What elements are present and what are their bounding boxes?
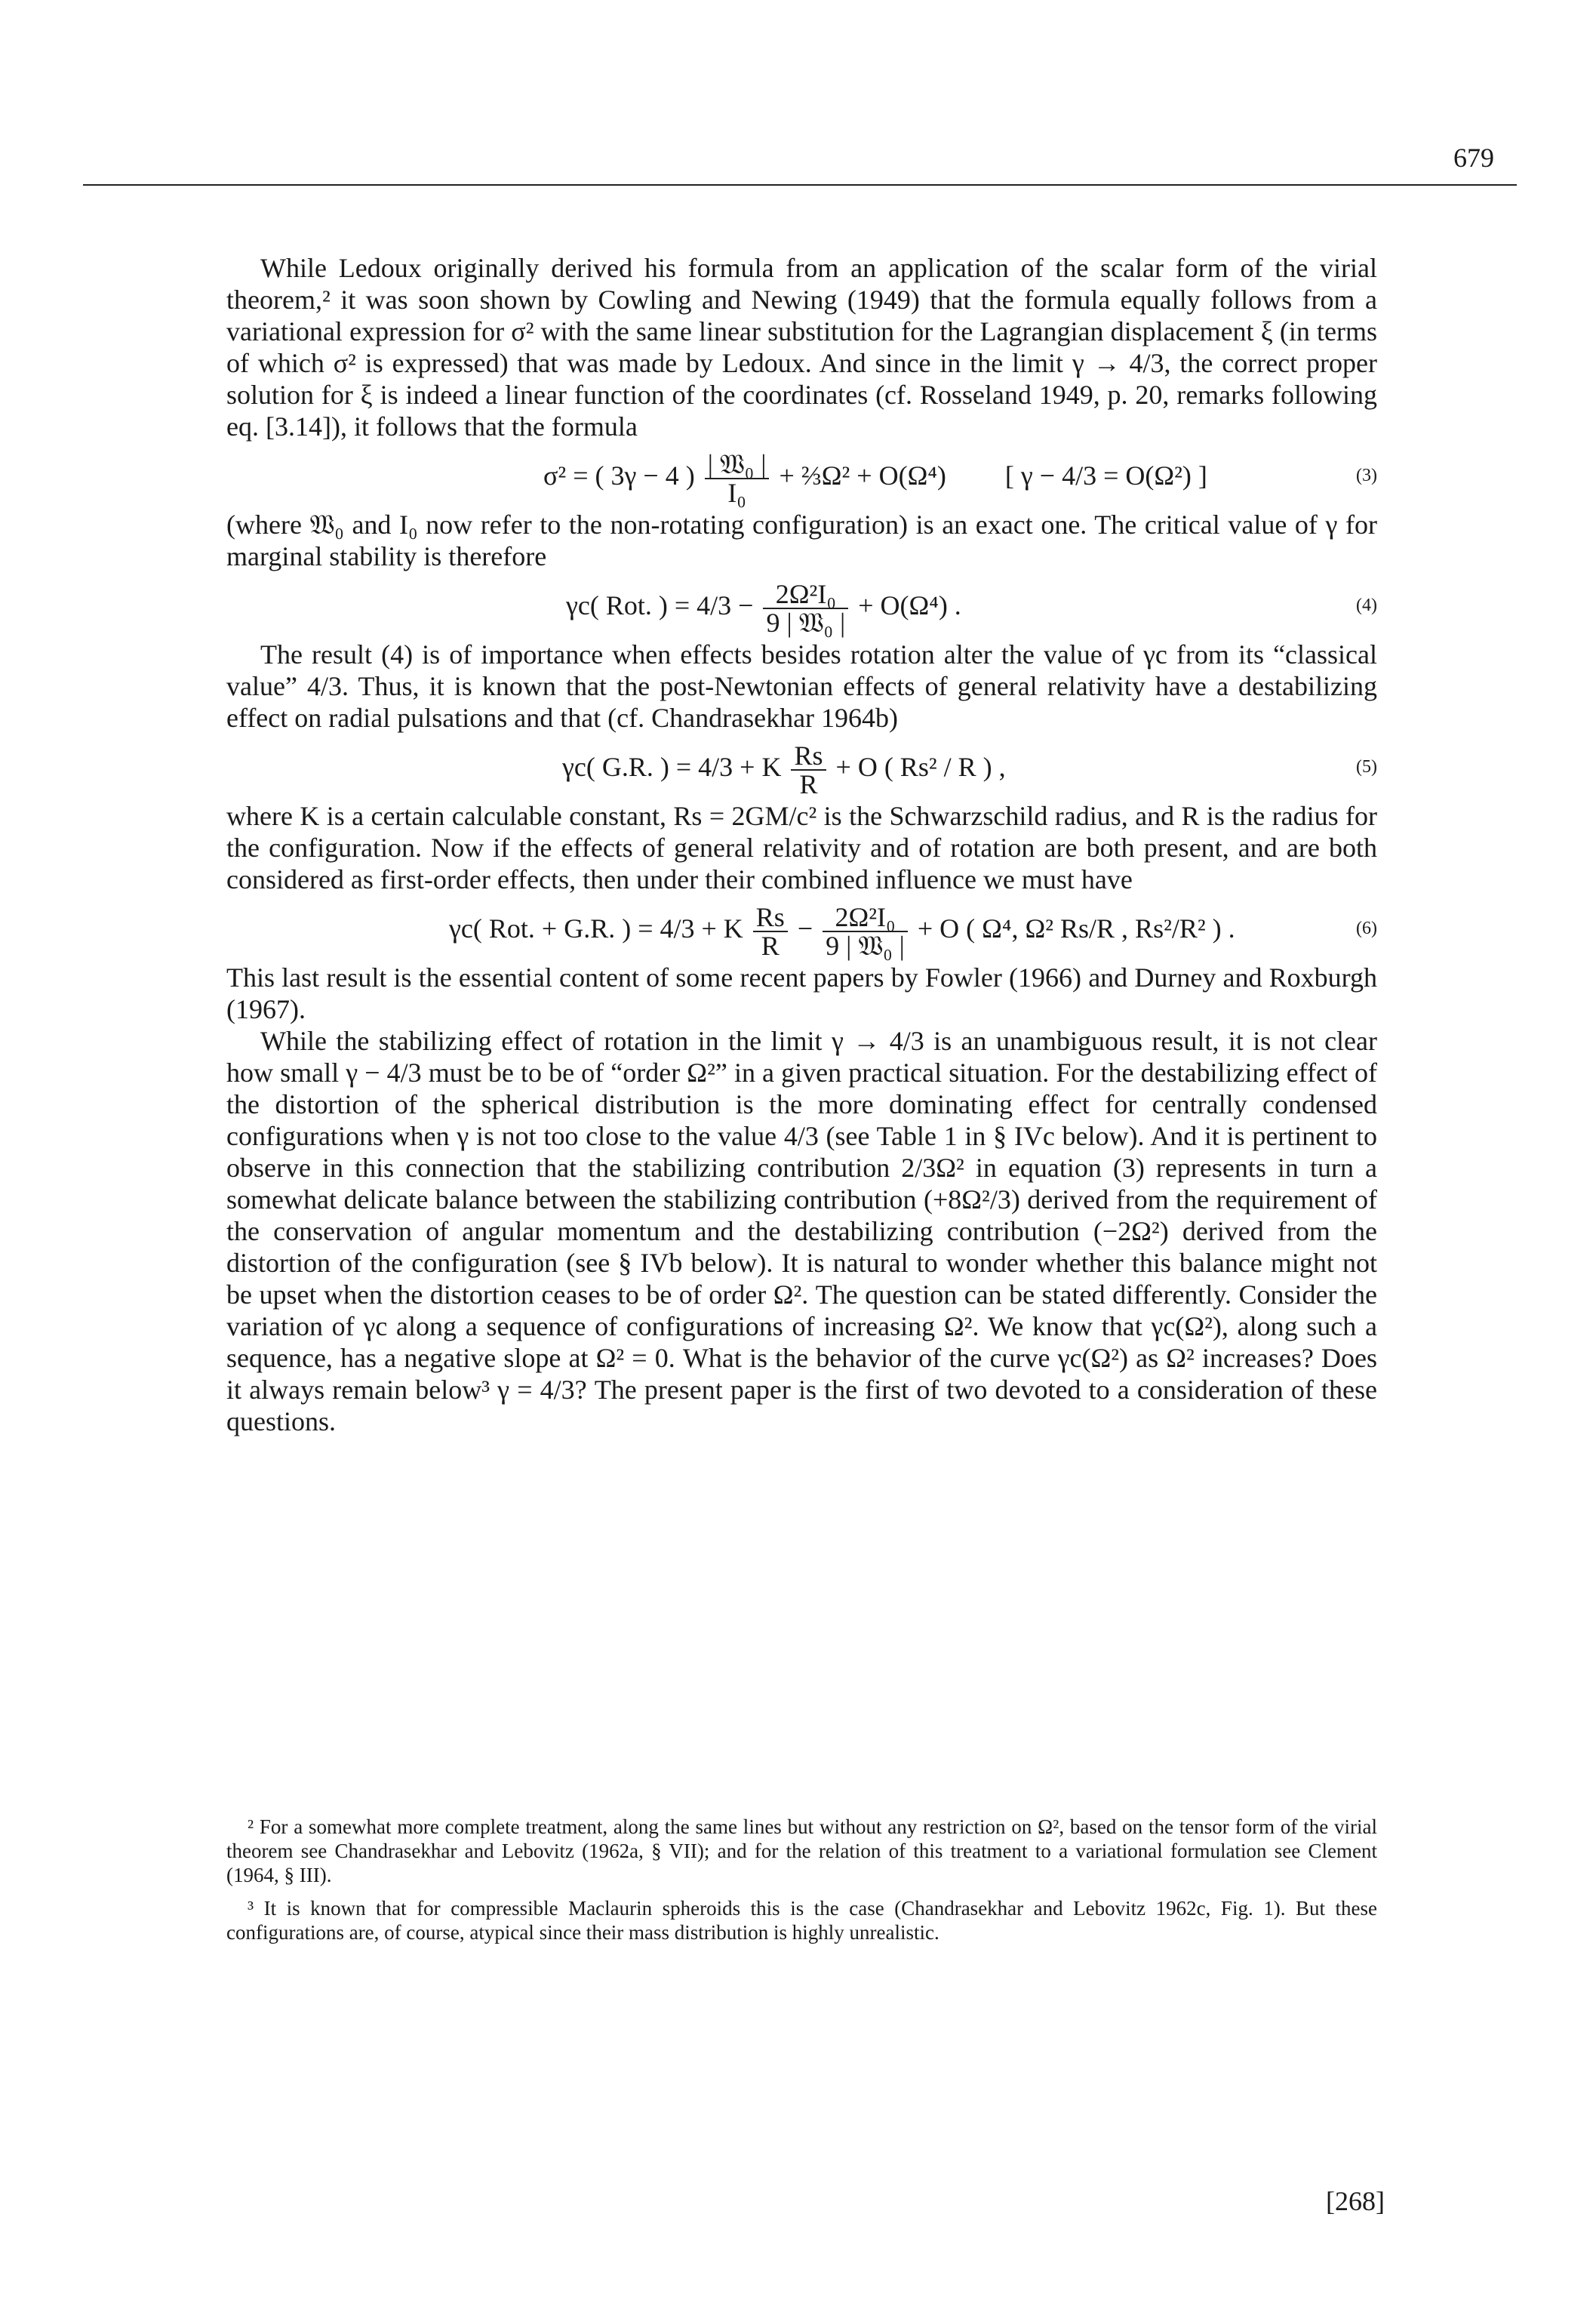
eq4-rest: + O(Ω⁴) . (858, 590, 961, 620)
eq5-lhs: γc( G.R. ) = 4/3 + K (562, 752, 782, 782)
eq5-rest: + O ( Rs² / R ) , (835, 752, 1006, 782)
paragraph-1: While Ledoux originally derived his formula from an application of the scalar form of the virial theorem,² it was soon shown by Cowling and Newing (1949) that the formula equally follows from a variational expression for σ² with the same linear substitution for the Lagrangian displacement ξ (in terms of which σ² is expressed) that was made by Ledoux. And since in the limit γ → 4/3, the correct proper solution for ξ is indeed a linear function of the coordinates (cf. Rosseland 1949, p. 20, remarks following eq. [3.14]), it follows that the formula (226, 253, 1377, 442)
equation-3 (226, 442, 1377, 509)
eq3-fraction: $\frac{\text{| 𝔚₀ |}}{\text{I₀}}$ (705, 451, 770, 506)
footer-reference: [268] (1326, 2186, 1385, 2216)
footnote-3: ³ It is known that for compressible Maclaurin spheroids this is the case (Chandrasekhar and Lebovitz 1962c, Fig. 1). But these configurations are, of course, atypical since their mass distribution is highly unrealistic. (226, 1897, 1377, 1944)
equation-6 (226, 895, 1377, 962)
paragraph-2: (where 𝔚₀ and I₀ now refer to the non-rotating configuration) is an exact one. The critical value of γ for marginal stability is therefore (226, 510, 1377, 571)
paragraph-4: where K is a certain calculable constant, Rs = 2GM/c² is the Schwarzschild radius, and R is the radius for the configuration. Now if the effects of general relativity and of rotation are both present, and are both considered as first-order effects, then under their combined influence we must have (226, 801, 1377, 894)
eq3-lhs: σ² = ( 3γ − 4 ) (543, 460, 695, 491)
footnote-2: ² For a somewhat more complete treatment, along the same lines but without any restriction on Ω², based on the tensor form of the virial theorem see Chandrasekhar and Lebovitz (1962a, § VII); and for the relation of this treatment to a variational formulation see Clement (1964, § III). (226, 1815, 1377, 1886)
eq4-lhs: γc( Rot. ) = 4/3 − (566, 590, 754, 620)
body-text (226, 252, 1377, 1437)
eq6-rest: + O ( Ω⁴, Ω² Rs/R , Rs²/R² ) . (917, 913, 1235, 944)
eq6-fraction-1: $\frac{Rs}{R}$ (753, 904, 788, 959)
paragraph-5: This last result is the essential content of some recent papers by Fowler (1966) and Durney and Roxburgh (1967). (226, 962, 1377, 1024)
footnotes (226, 1815, 1377, 1954)
paragraph-3: The result (4) is of importance when effects besides rotation alter the value of γc from its “classical value” 4/3. Thus, it is known that the post-Newtonian effects of general relativity have a destabilizing effect on radial pulsations and that (cf. Chandrasekhar 1964b) (226, 639, 1377, 733)
eq5-fraction: $\frac{Rs}{R}$ (791, 742, 826, 798)
eq4-number: (4) (1356, 596, 1377, 615)
eq3-number: (3) (1356, 466, 1377, 485)
eq4-fraction: $\frac{\text{2Ω²I₀}}{\text{9 | 𝔚₀ |}}$ (763, 580, 848, 636)
eq3-rest: + ⅔Ω² + O(Ω⁴) (779, 460, 946, 491)
eq6-number: (6) (1356, 919, 1377, 938)
header-rule (83, 184, 1517, 186)
eq6-lhs: γc( Rot. + G.R. ) = 4/3 + K (449, 913, 743, 944)
equation-5 (226, 734, 1377, 800)
eq6-fraction-2: $\frac{\text{2Ω²I₀}}{\text{9 | 𝔚₀ |}}$ (823, 904, 908, 959)
paragraph-6: While the stabilizing effect of rotation in the limit γ → 4/3 is an unambiguous result, it is not clear how small γ − 4/3 must be to be of “order Ω²” in a given practical situation. For the destabilizing effect of the distortion of the spherical distribution is the more dominating effect for centrally condensed configurations when γ is not too close to the value 4/3 (see Table 1 in § IVc below). And it is pertinent to observe in this connection that the stabilizing contribution 2/3Ω² in equation (3) represents in turn a somewhat delicate balance between the stabilizing contribution (+8Ω²/3) derived from the requirement of the conservation of angular momentum and the destabilizing contribution (−2Ω²) derived from the distortion of the configuration (see § IVb below). It is natural to wonder whether this balance might not be upset when the distortion ceases to be of order Ω². The question can be stated differently. Consider the variation of γc along a sequence of configurations of increasing Ω². We know that γc(Ω²), along such a sequence, has a negative slope at Ω² = 0. What is the behavior of the curve γc(Ω²) as Ω² increases? Does it always remain below³ γ = 4/3? The present paper is the first of two devoted to a consideration of these questions. (226, 1026, 1378, 1436)
eq3-condition: [ γ − 4/3 = O(Ω²) ] (1004, 460, 1207, 491)
equation-4 (226, 572, 1377, 639)
page-number: 679 (1453, 143, 1494, 173)
eq6-minus: − (797, 913, 813, 944)
eq5-number: (5) (1356, 757, 1377, 777)
